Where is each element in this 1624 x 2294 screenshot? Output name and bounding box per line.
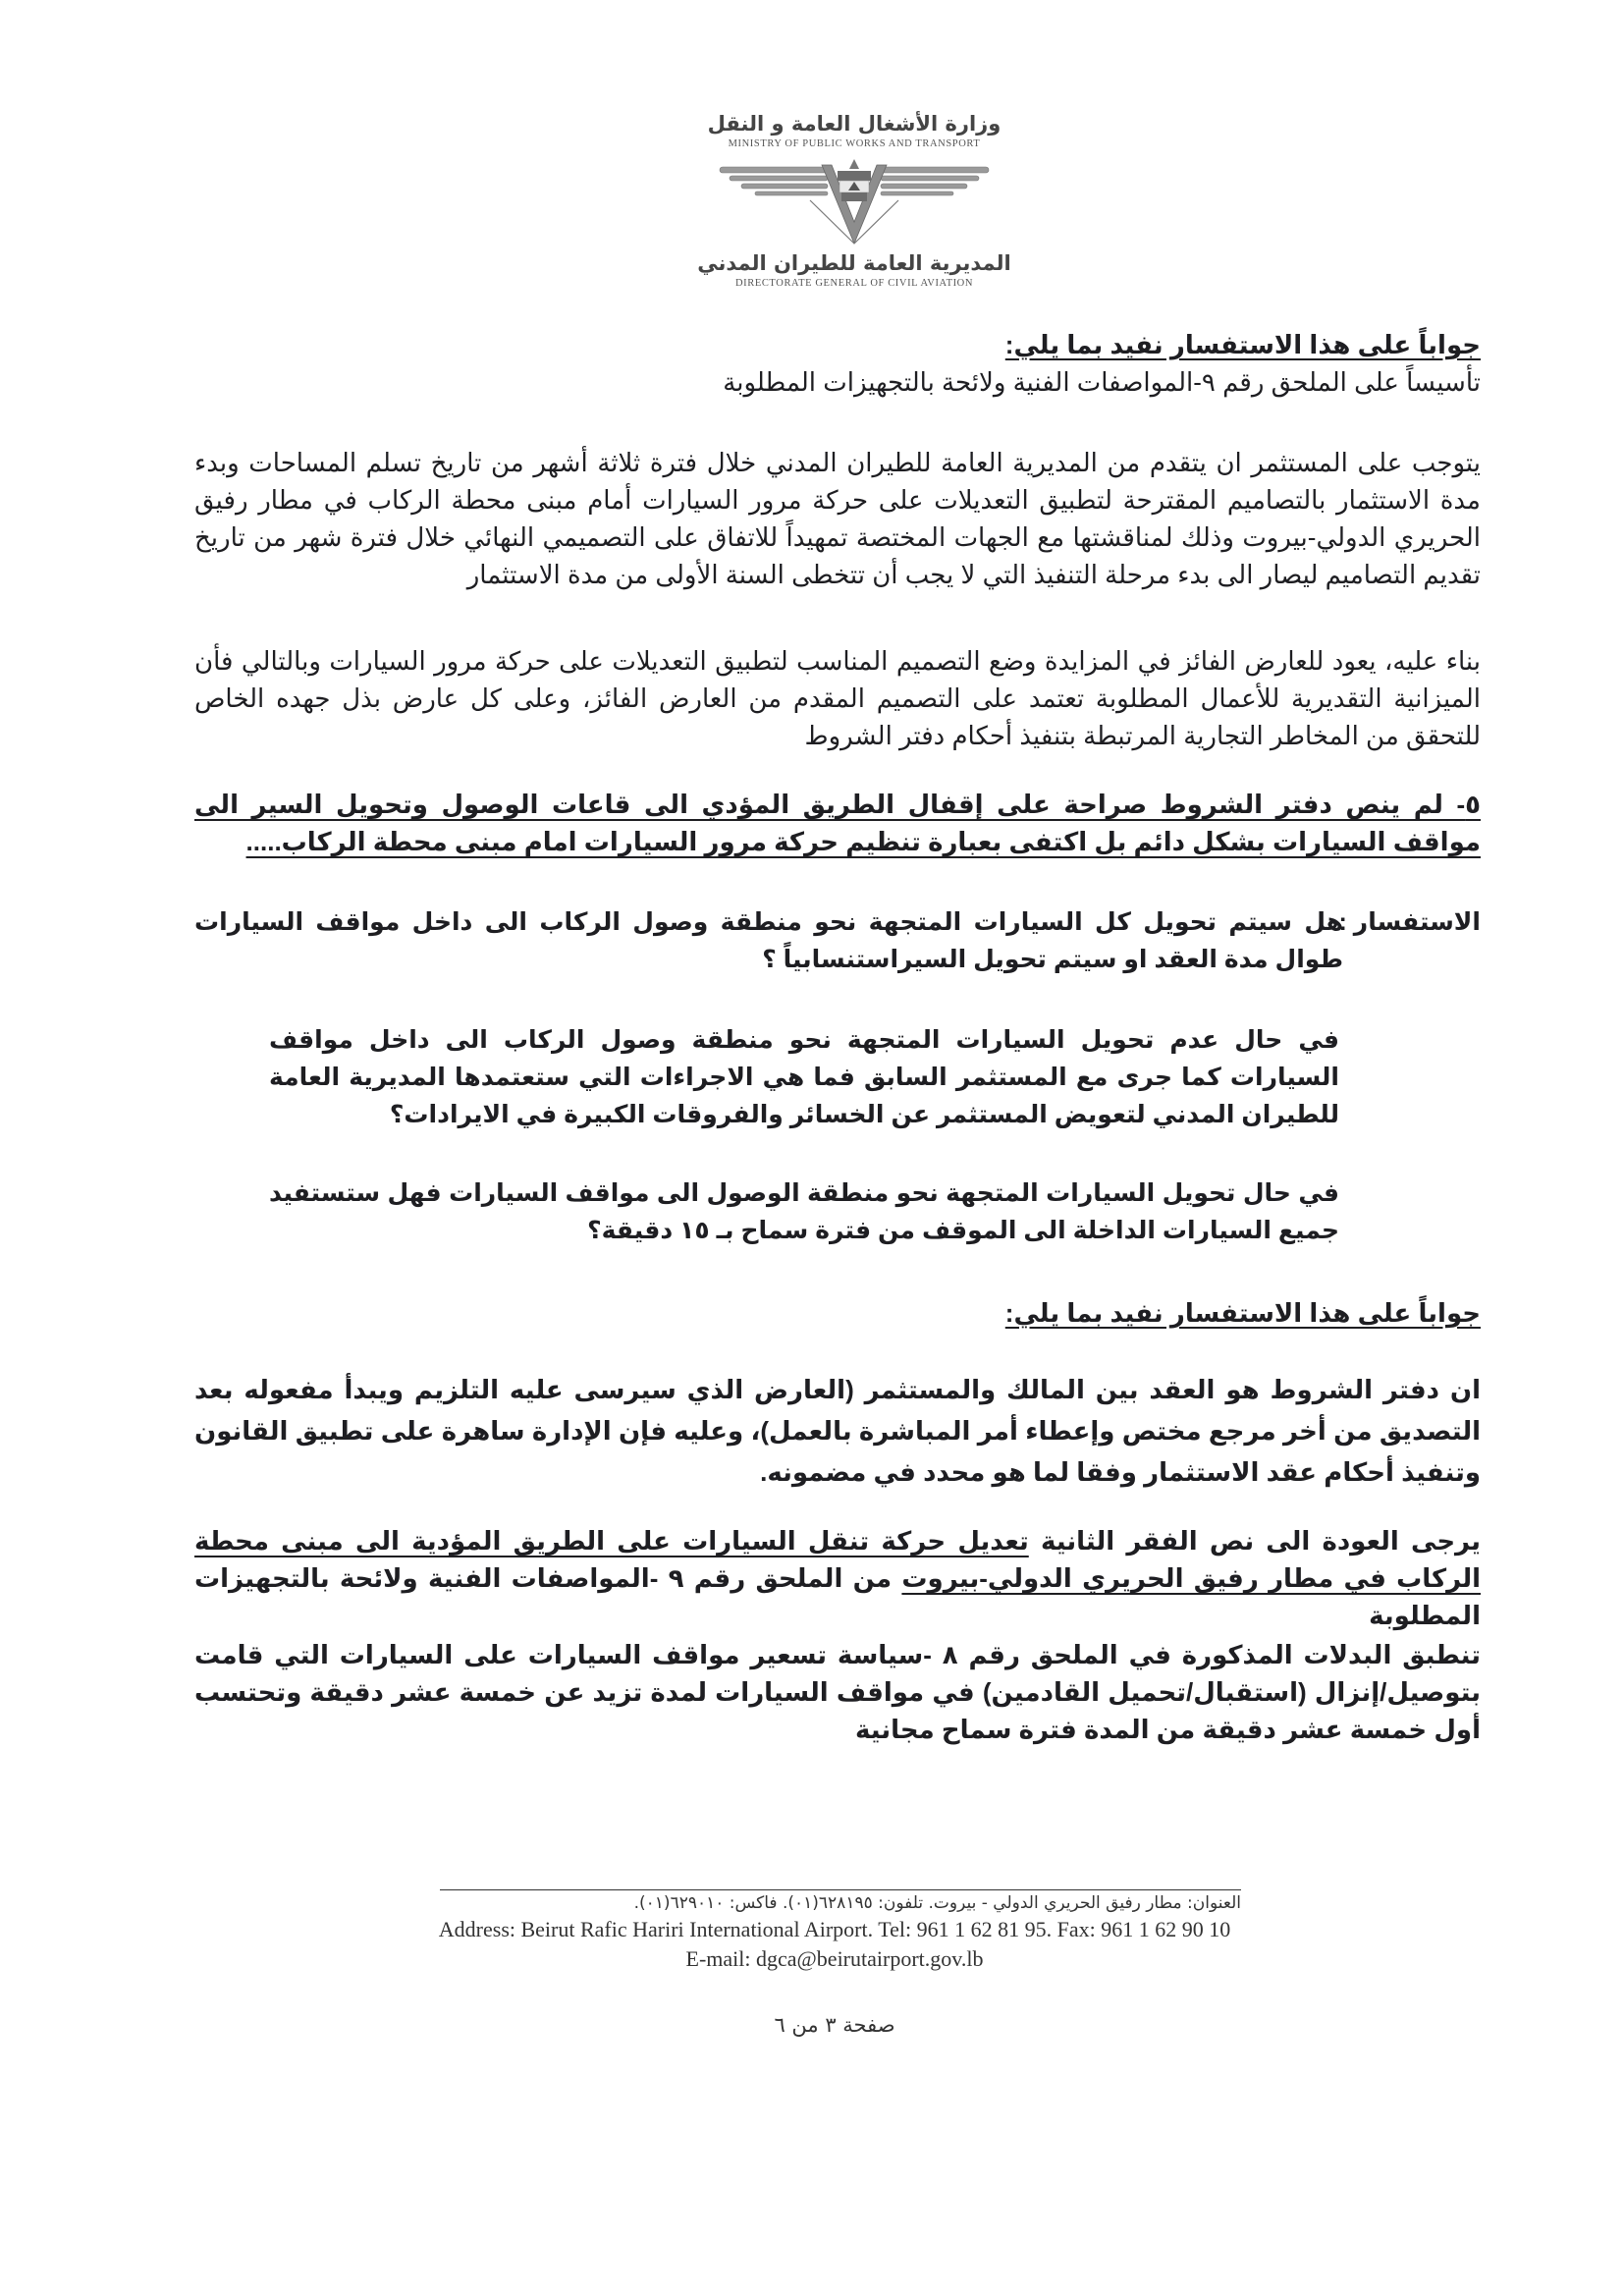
paragraph-contract	[194, 1369, 1481, 1493]
paragraph-text: في حال عدم تحويل السيارات المتجهة نحو منطقة وصول الركاب الى داخل مواقف السيارات كما جرى مع المستثمر السابق فما هي الاجراءات التي ستعتمدها المديرية العامة للطيران المدني لتعويض المستثمر عن الخسائر والفروقات الكبيرة في الايرادات؟	[269, 1026, 1339, 1128]
text-suffix: من الملحق رقم ٩ -المواصفات الفنية ولائحة بالتجهيزات المطلوبة	[194, 1563, 1481, 1630]
annex-reference: تأسيساً على الملحق رقم ٩-المواصفات الفنية ولائحة بالتجهيزات المطلوبة	[723, 367, 1481, 397]
item-5	[194, 786, 1481, 860]
underlined-reference: تعديل حركة تنقل السيارات على الطريق المؤدية الى مبنى محطة الركاب في مطار رفيق الحريري الدولي-بيروت	[194, 1526, 1481, 1593]
footer-divider	[440, 1889, 1241, 1890]
inquiry-question-3	[269, 1174, 1339, 1249]
paragraph-text: بناء عليه، يعود للعارض الفائز في المزايدة وضع التصميم المناسب لتطبيق التعديلات على حركة مرور السيارات وبالتالي فأن الميزانية التقديرية للأعمال المطلوبة تعتمد على التصميم المقدم من العارض الفائز، وعلى كل عارض بذل جهده الخاص للتحقق من المخاطر التجارية المرتبطة بتنفيذ أحكام دفتر الشروط	[194, 646, 1481, 750]
ministry-name-ar: وزارة الأشغال العامة و النقل	[707, 112, 1001, 136]
paragraph-text: يتوجب على المستثمر ان يتقدم من المديرية العامة للطيران المدني خلال فترة ثلاثة أشهر من تاريخ تسلم المساحات وبدء مدة الاستثمار بالتصاميم المقترحة لتطبيق التعديلات على حركة مرور السيارات أمام مبنى محطة الركاب في مطار رفيق الحريري الدولي-بيروت وذلك لمناقشتها مع الجهات المختصة تمهيداً للاتفاق على التصميمي النهائي خلال فترة شهر من تاريخ تقديم التصاميم ليصار الى بدء مرحلة التنفيذ التي لا يجب أن تتخطى السنة الأولى من مدة الاستثمار	[194, 448, 1481, 589]
text-prefix: يرجى العودة الى نص الفقر الثانية	[1028, 1526, 1481, 1556]
inquiry-label: الاستفسار :	[1338, 908, 1481, 936]
directorate-name-en: DIRECTORATE GENERAL OF CIVIL AVIATION	[734, 278, 974, 289]
answer-heading: جواباً على هذا الاستفسار نفيد بما يلي:	[1004, 1298, 1481, 1328]
paragraph-text	[194, 1522, 1481, 1634]
ministry-name-en: MINISTRY OF PUBLIC WORKS AND TRANSPORT	[728, 138, 981, 149]
page-number: صفحة ٣ من ٦	[774, 2013, 895, 2037]
footer-email: E-mail: dgca@beirutairport.gov.lb	[685, 1946, 984, 1971]
paragraph-text: في حال تحويل السيارات المتجهة نحو منطقة الوصول الى مواقف السيارات فهل ستستفيد جميع السيارات الداخلة الى الموقف من فترة سماح بـ ١٥ دقيقة؟	[269, 1179, 1339, 1244]
answer-heading: جواباً على هذا الاستفسار نفيد بما يلي:	[1004, 330, 1481, 359]
paragraph-design-submission	[194, 444, 1481, 593]
inquiry-block	[194, 903, 1481, 978]
winged-cedar-emblem-icon	[712, 157, 997, 247]
inquiry-question-1: هل سيتم تحويل كل السيارات المتجهة نحو منطقة وصول الركاب الى داخل مواقف السيارات طوال مدة العقد او سيتم تحويل السيراستنسابياً ؟	[194, 908, 1343, 973]
footer-address-ar: العنوان: مطار رفيق الحريري الدولي - بيروت. تلفون: ٦٢٨١٩٥(٠١). فاكس: ٦٢٩٠١٠(٠١).	[633, 1893, 1241, 1913]
inquiry-question-2	[269, 1021, 1339, 1133]
letterhead	[658, 110, 1051, 291]
item-5-text: ٥- لم ينص دفتر الشروط صراحة على إقفال الطريق المؤدي الى قاعات الوصول وتحويل السير الى مواقف السيارات بشكل دائم بل اكتفى بعبارة تنظيم حركة مرور السيارات امام مبنى محطة الركاب.....	[194, 790, 1481, 856]
paragraph-refer-annex	[194, 1522, 1481, 1634]
paragraph-winning-bidder	[194, 642, 1481, 754]
paragraph-fees	[194, 1636, 1481, 1748]
directorate-name-ar: المديرية العامة للطيران المدني	[697, 251, 1011, 275]
section-answer-1	[194, 326, 1481, 401]
paragraph-text: ان دفتر الشروط هو العقد بين المالك والمستثمر (العارض الذي سيرسى عليه التلزيم ويبدأ مفعوله بعد التصديق من أخر مرجع مختص وإعطاء أمر المباشرة بالعمل)، وعليه فإن الإدارة ساهرة على تطبيق القانون وتنفيذ أحكام عقد الاستثمار وفقا لما هو محدد في مضمونه.	[194, 1375, 1481, 1487]
paragraph-text: تنطبق البدلات المذكورة في الملحق رقم ٨ -سياسة تسعير مواقف السيارات على السيارات التي قامت بتوصيل/إنزال (استقبال/تحميل القادمين) في مواقف السيارات لمدة تزيد عن خمسة عشر دقيقة وتحتسب أول خمسة عشر دقيقة من المدة فترة سماح مجانية	[194, 1640, 1481, 1744]
section-answer-2	[194, 1294, 1481, 1332]
footer-address-en: Address: Beirut Rafic Hariri International Airport. Tel: 961 1 62 81 95. Fax: 961 1 62 90 10	[438, 1917, 1231, 1941]
